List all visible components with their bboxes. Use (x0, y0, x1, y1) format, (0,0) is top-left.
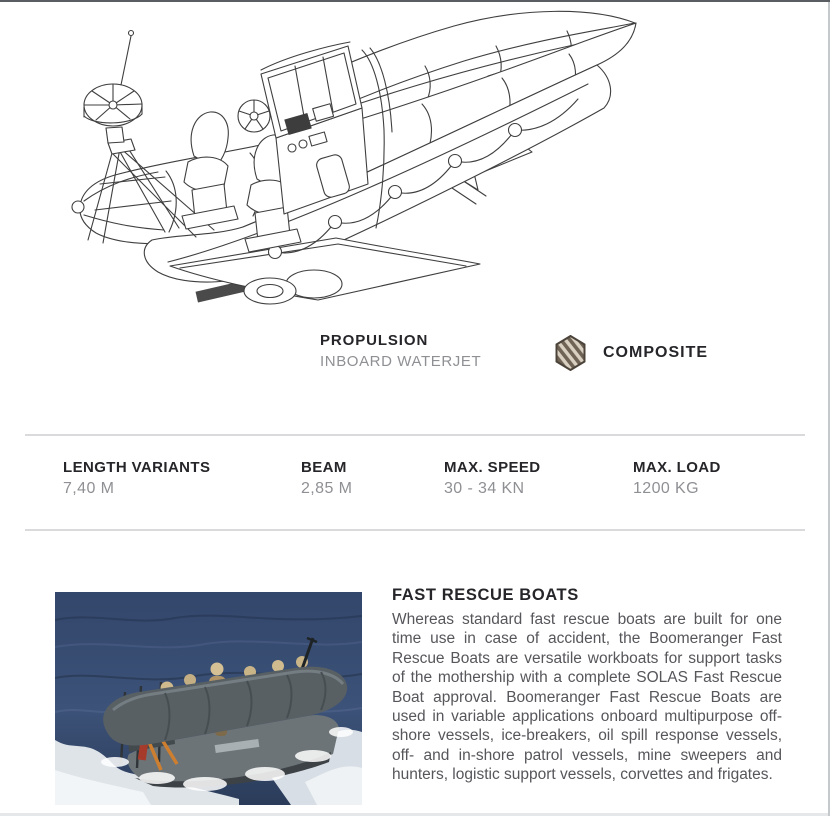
spec-label: MAX. SPEED (444, 459, 541, 476)
propulsion-value: INBOARD WATERJET (320, 353, 482, 370)
composite-hexagon-icon (555, 335, 586, 371)
spec-value: 7,40 M (63, 480, 115, 497)
spec-beam (301, 459, 352, 498)
propulsion-label: PROPULSION (320, 332, 429, 349)
divider-top (25, 434, 805, 436)
composite-block (555, 335, 708, 371)
spec-value: 1200 KG (633, 480, 699, 497)
spec-value: 30 - 34 KN (444, 480, 525, 497)
composite-label: COMPOSITE (603, 344, 709, 361)
spec-length-variants (63, 459, 210, 498)
spec-max-load (633, 459, 721, 498)
boat-line-drawing (18, 4, 664, 308)
rib-technical-illustration (18, 4, 664, 308)
divider-bottom (25, 529, 805, 531)
spec-label: LENGTH VARIANTS (63, 459, 211, 476)
spec-max-speed (444, 459, 541, 498)
article-body: Whereas standard fast rescue boats are built for one time use in case of accident, the Boomeranger Fast Rescue Boats are versatile workboats for support tasks of the mothership with a complete SOLAS Fast Rescue Boat approval. Boomeranger Fast Rescue Boats are used in variable applications onboard multipurpose off-shore vessels, ice-breakers, oil spill response vessels, off- and in-shore patrol vessels, mine sweepers and hunters, logistic support vessels, corvettes and frigates. (392, 611, 782, 784)
article-block (392, 586, 782, 785)
spec-label: BEAM (301, 459, 347, 476)
article-title: FAST RESCUE BOATS (392, 586, 579, 604)
rescue-boat-photo (55, 592, 362, 805)
spec-value: 2,85 M (301, 480, 353, 497)
spec-label: MAX. LOAD (633, 459, 721, 476)
propulsion-block (320, 332, 481, 370)
